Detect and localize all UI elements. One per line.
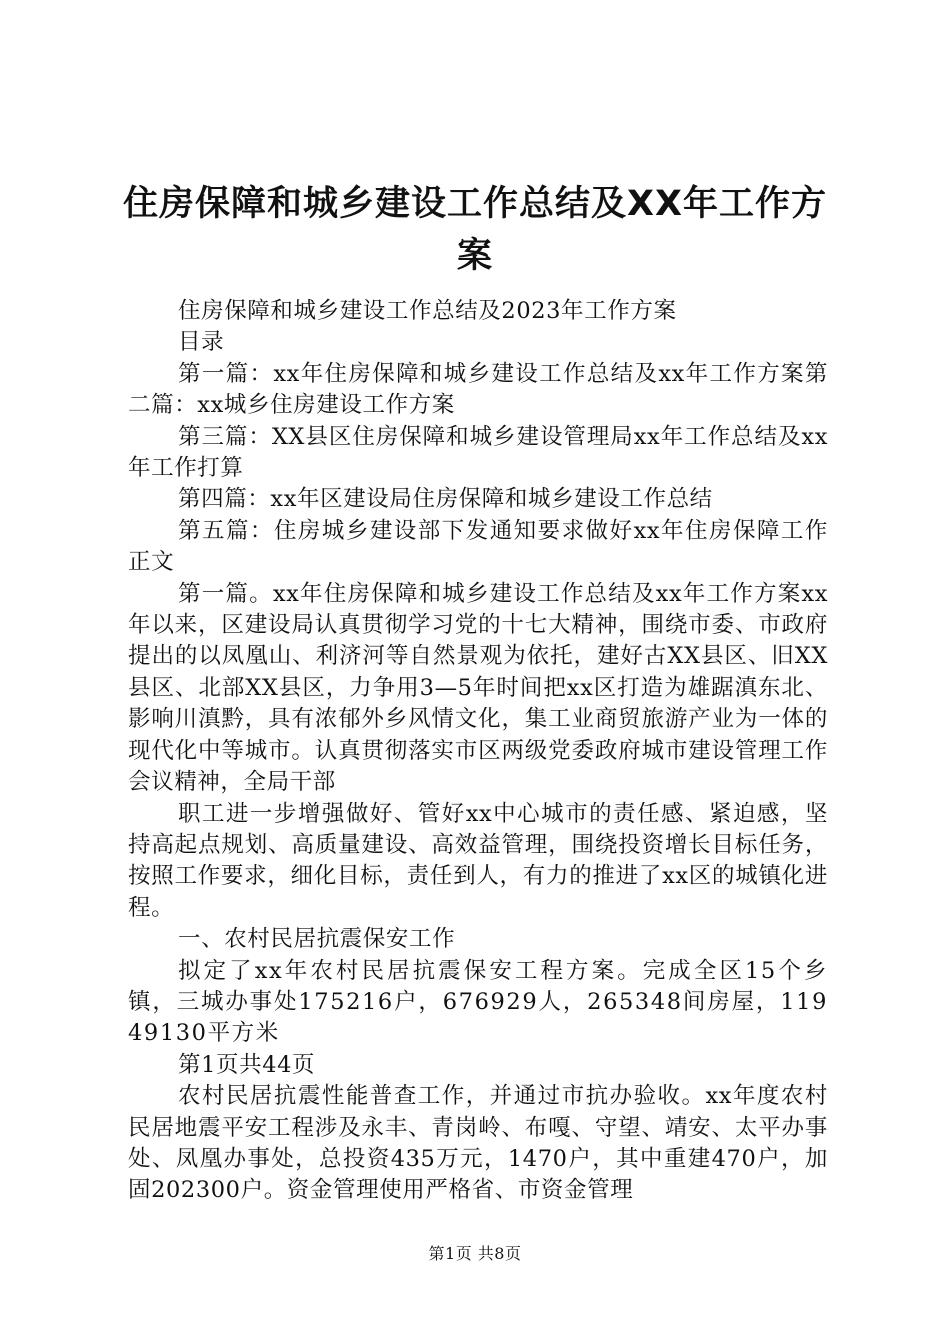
page-footer: 第1页 共8页	[428, 1244, 522, 1263]
paragraph-body-4: 农村民居抗震性能普查工作，并通过市抗办验收。xx年度农村民居地震平安工程涉及永丰、青岗岭、布嘎、守望、靖安、太平办事处、凤凰办事处，总投资435万元，1470户，其中重建470户，加固202300户。资金管理使用严格省、市资金管理	[128, 1083, 828, 1204]
document-body	[128, 296, 828, 1207]
section-heading-1: 一、农村民居抗震保安工作	[178, 926, 456, 953]
paragraph-body-3: 拟定了xx年农村民居抗震保安工程方案。完成全区15个乡镇，三城办事处175216户，676929人，265348间房屋，11949130平方米	[128, 957, 828, 1047]
paragraph-body-2: 职工进一步增强做好、管好xx中心城市的责任感、紧迫感，坚持高起点规划、高质量建设、高效益管理，围绕投资增长目标任务，按照工作要求，细化目标，责任到人，有力的推进了xx区的城镇化进程。	[128, 800, 828, 921]
paragraph-toc-item-5: 第五篇：住房城乡建设部下发通知要求做好xx年住房保障工作正文	[128, 517, 828, 576]
paragraph-toc-item-1-2: 第一篇：xx年住房保障和城乡建设工作总结及xx年工作方案第二篇：xx城乡住房建设工作方案	[128, 360, 828, 419]
paragraph-subtitle: 住房保障和城乡建设工作总结及2023年工作方案	[178, 298, 677, 324]
inline-page-marker: 第1页共44页	[178, 1051, 316, 1078]
document-title: 住房保障和城乡建设工作总结及XX年工作方案	[123, 184, 827, 276]
paragraph-body-1: 第一篇。xx年住房保障和城乡建设工作总结及xx年工作方案xx年以来，区建设局认真贯彻学习党的十七大精神，围绕市委、市政府提出的以凤凰山、利济河等自然景观为依托，建好古XX县区、旧XX县区、北部XX县区，力争用3—5年时间把xx区打造为雄踞滇东北、影响川滇黔，具有浓郁外乡风情文化，集工业商贸旅游产业为一体的现代化中等城市。认真贯彻落实市区两级党委政府城市建设管理工作会议精神，全局干部	[128, 580, 828, 796]
paragraph-toc-item-3: 第三篇：XX县区住房保障和城乡建设管理局xx年工作总结及xx年工作打算	[128, 423, 828, 482]
paragraph-toc-item-4: 第四篇：xx年区建设局住房保障和城乡建设工作总结	[178, 486, 713, 513]
paragraph-toc-heading: 目录	[178, 329, 225, 356]
